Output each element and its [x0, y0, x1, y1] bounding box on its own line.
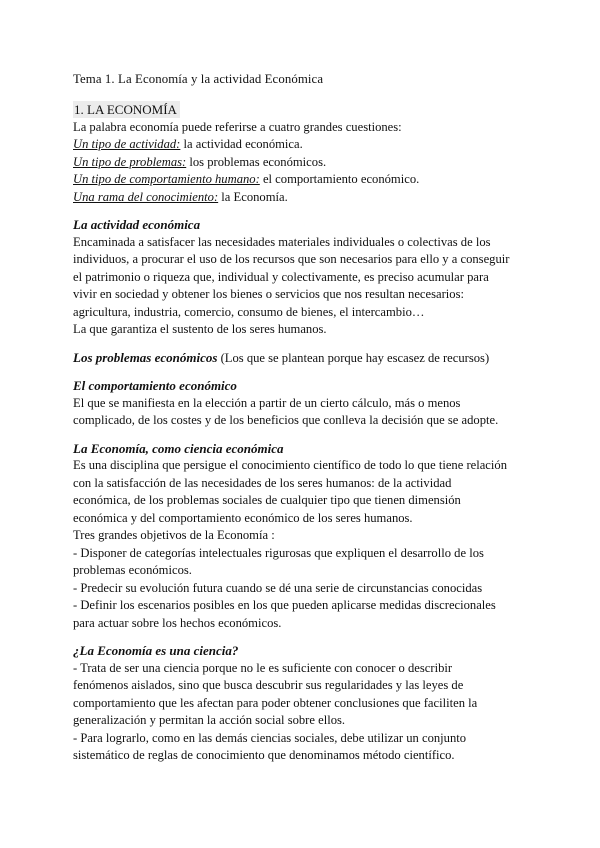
meaning-desc: la Economía.: [218, 189, 288, 204]
document-content: [73, 71, 533, 765]
meaning-item: [73, 189, 533, 207]
list-item: para actuar sobre los hechos económicos.: [73, 615, 282, 630]
list-item: sistemático de reglas de conocimiento que denominamos método científico.: [73, 748, 455, 762]
meaning-desc: el comportamiento económico.: [259, 172, 420, 186]
meaning-desc: la actividad económica.: [180, 137, 303, 151]
body-line: Encaminada a satisfacer las necesidades materiales individuales o colectivas de los: [73, 234, 491, 249]
body-line: vivir en sociedad y obtener los bienes o servicios que nos resultan necesarios:: [73, 287, 464, 301]
section-heading: 1. LA ECONOMÍA: [73, 101, 180, 119]
intro-text: La palabra economía puede referirse a cuatro grandes cuestiones:: [73, 119, 402, 134]
meaning-item: [73, 136, 533, 154]
list-item: - Predecir su evolución futura cuando se dé una serie de circunstancias conocidas: [73, 580, 483, 595]
comportamiento-heading: El comportamiento económico: [73, 378, 237, 393]
list-item: generalización y permitan la acción social sobre ellos.: [73, 713, 346, 727]
problemas-note: (Los que se plantean porque hay escasez de recursos): [217, 350, 490, 365]
meaning-term: Un tipo de comportamiento humano:: [73, 172, 260, 186]
meaning-term: Un tipo de actividad:: [73, 137, 181, 151]
list-item: - Disponer de categorías intelectuales rigurosas que expliquen el desarrollo de los: [73, 545, 484, 560]
body-line: el patrimonio o riqueza que, individual y colectivamente, es preciso acumular para: [73, 269, 489, 284]
list-item: fenómenos aislados, sino que busca descubrir sus regularidades y las leyes de: [73, 678, 464, 692]
actividad-heading: La actividad económica: [73, 217, 201, 232]
body-line: económica y del comportamiento económico de los seres humanos.: [73, 510, 413, 525]
ciencia-heading: La Economía, como ciencia económica: [73, 440, 284, 456]
list-item: - Para lograrlo, como en las demás ciencias sociales, debe utilizar un conjunto: [73, 730, 467, 745]
body-line: Es una disciplina que persigue el conocimiento científico de todo lo que tiene relación: [73, 458, 507, 472]
body-line: agricultura, industria, comercio, consumo de bienes, el intercambio…: [73, 304, 425, 319]
meaning-term: Un tipo de problemas:: [73, 154, 187, 169]
body-line: económica, de los problemas sociales de cualquier tipo que tienen dimensión: [73, 493, 461, 507]
es-ciencia-heading: ¿La Economía es una ciencia?: [73, 643, 239, 658]
body-line: individuos, a procurar el uso de los recursos que son necesarios para ello y a conseguir: [73, 252, 510, 266]
problemas-paragraph: [73, 349, 533, 368]
body-line: con la satisfacción de las necesidades de los seres humanos: de la actividad: [73, 475, 452, 490]
meaning-desc: los problemas económicos.: [186, 154, 327, 169]
body-line: Tres grandes objetivos de la Economía :: [73, 528, 275, 542]
list-item: problemas económicos.: [73, 563, 192, 577]
list-item: - Trata de ser una ciencia porque no le es suficiente con conocer o describir: [73, 660, 453, 675]
meaning-item: [73, 154, 533, 172]
list-item: - Definir los escenarios posibles en los que pueden aplicarse medidas discrecionales: [73, 598, 496, 612]
list-item: comportamiento que les afectan para poder obtener conclusiones que faciliten la: [73, 695, 478, 710]
problemas-heading: Los problemas económicos: [73, 349, 218, 365]
body-line: El que se manifiesta en la elección a partir de un cierto cálculo, más o menos: [73, 395, 461, 410]
meaning-item: [73, 171, 533, 189]
body-line: La que garantiza el sustento de los seres humanos.: [73, 322, 327, 336]
body-line: complicado, de los costes y de los beneficios que conlleva la decisión que se adopte.: [73, 413, 499, 427]
meaning-term: Una rama del conocimiento:: [73, 189, 219, 204]
document-title: Tema 1. La Economía y la actividad Económica: [73, 72, 324, 86]
